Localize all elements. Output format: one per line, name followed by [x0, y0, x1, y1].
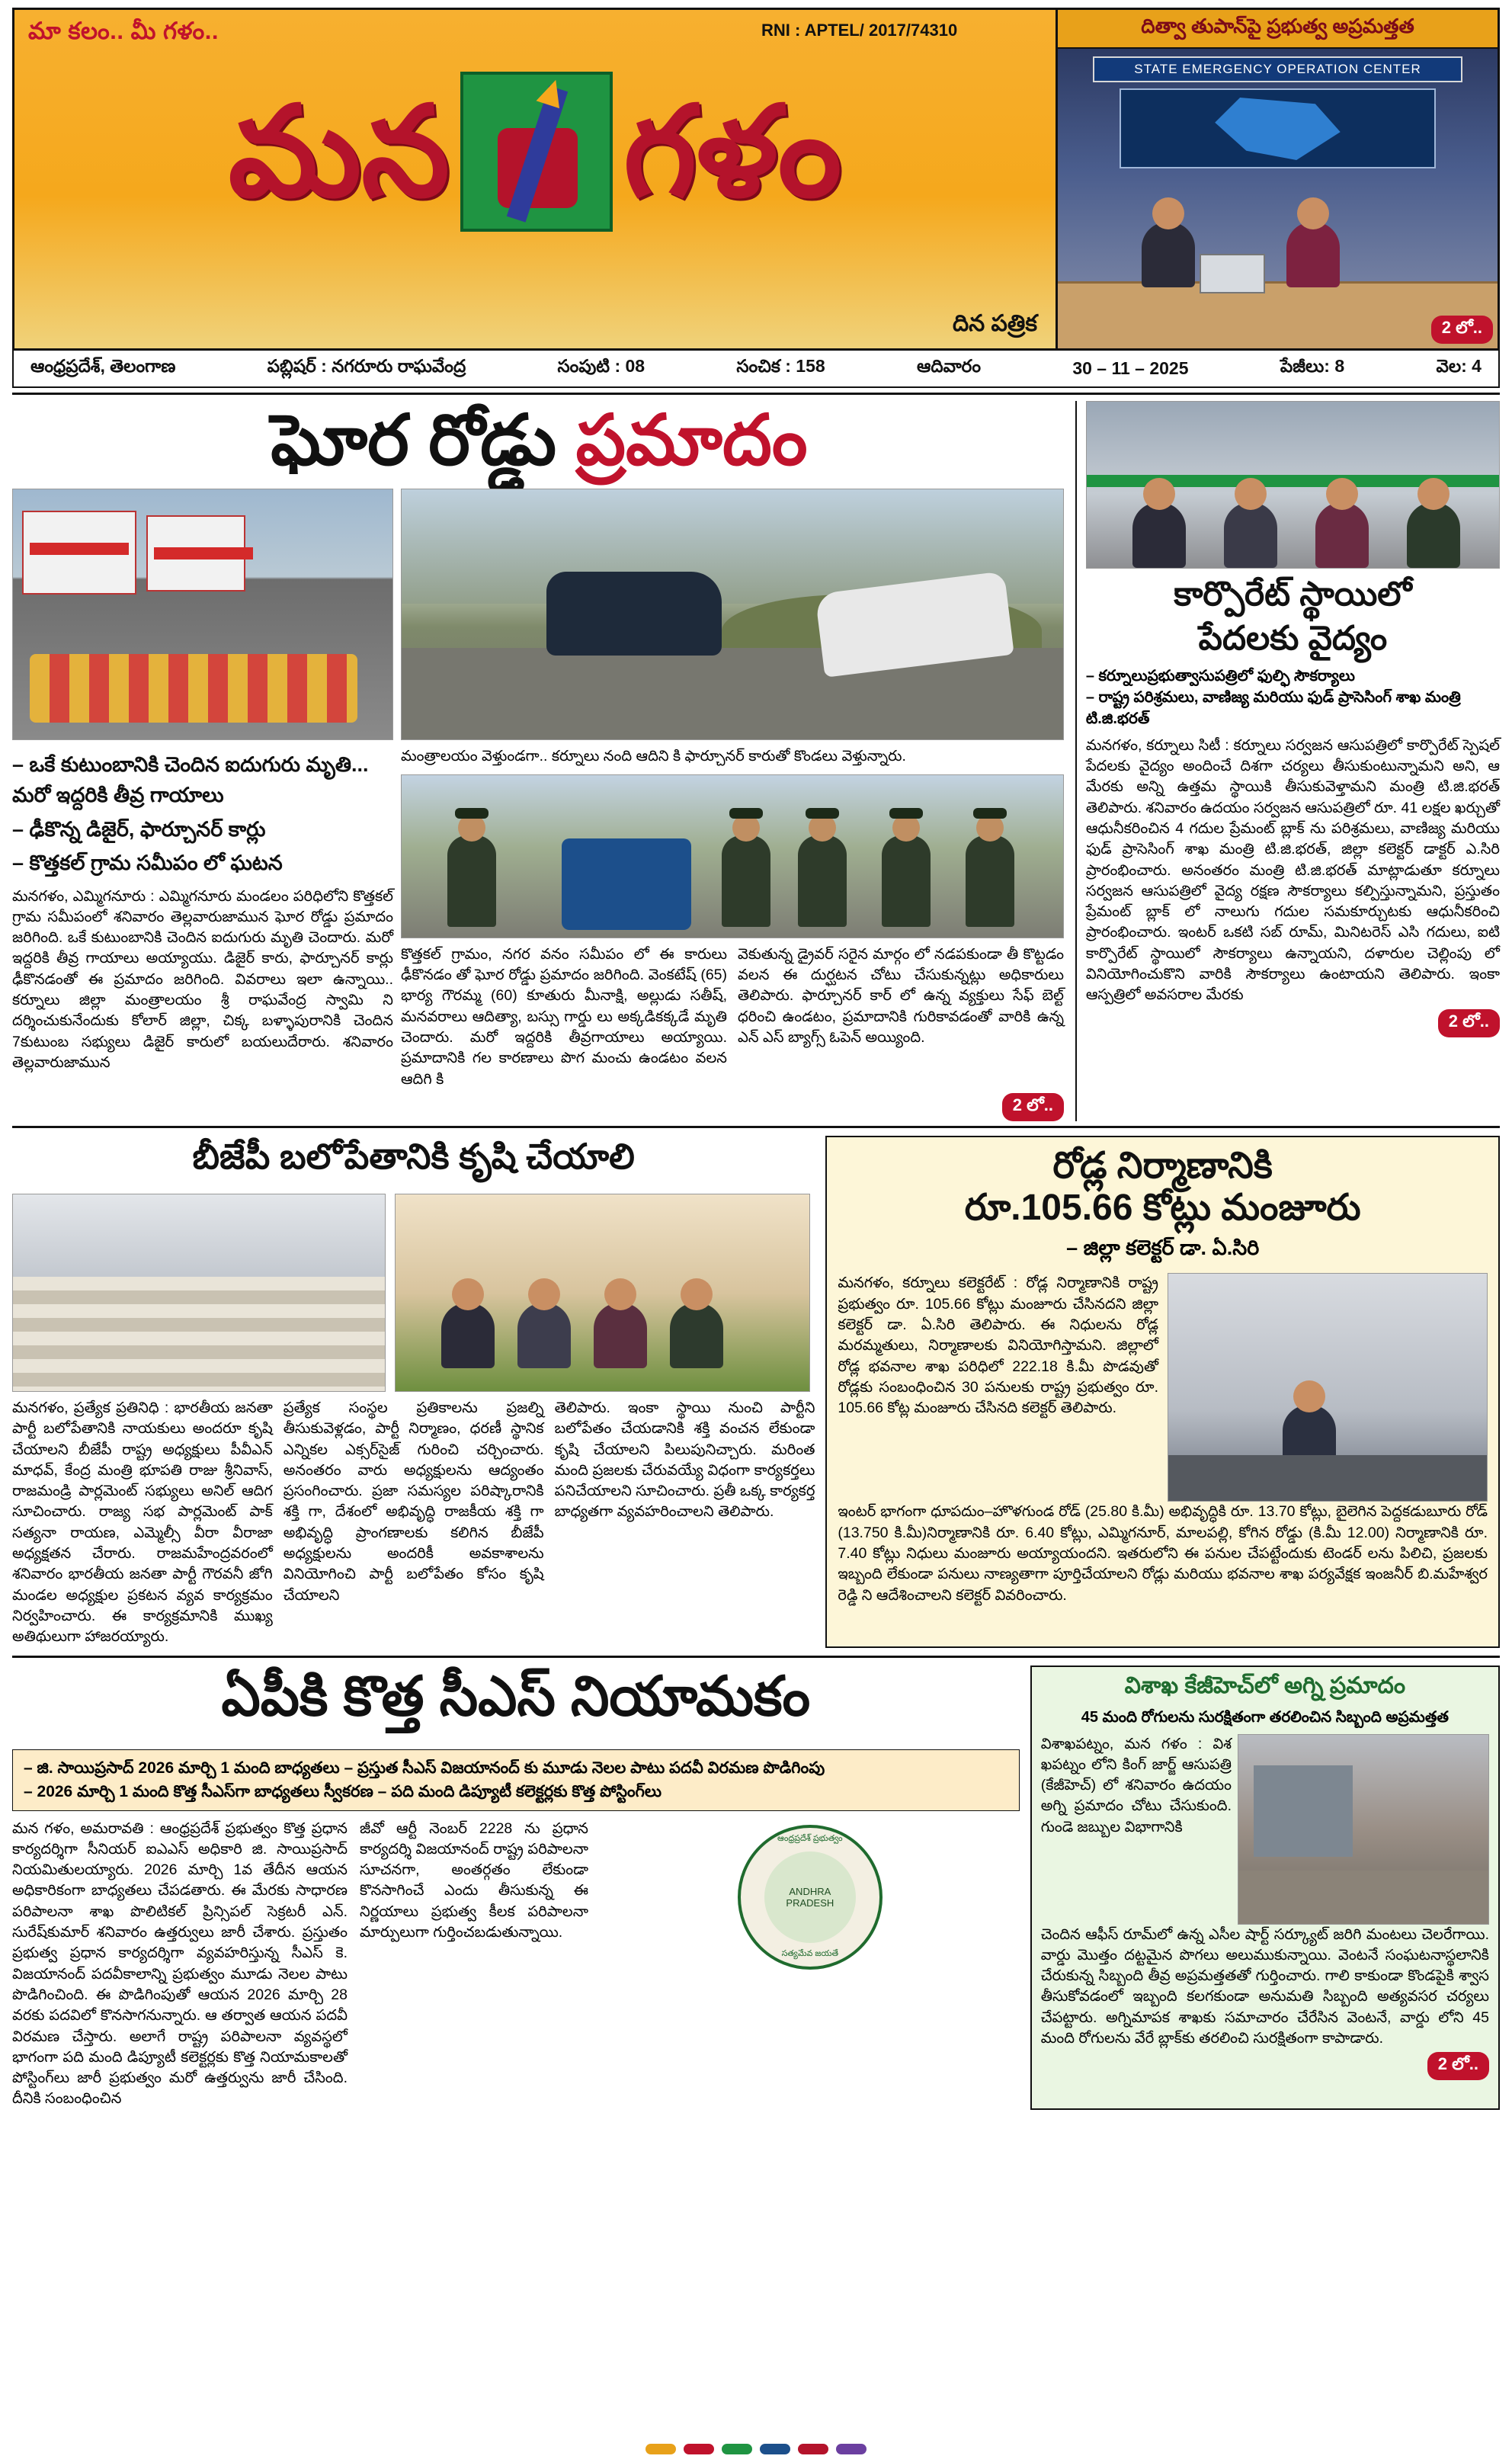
continued-badge: 2 లో..: [1002, 1093, 1064, 1121]
mic-table: [1168, 1455, 1487, 1501]
seal-bottom-text: సత్యమేవ జయతే: [781, 1948, 839, 1958]
ambulance-vehicle: [146, 515, 245, 592]
color-mark: [798, 2444, 828, 2454]
cs-bullet: – జి. సాయిప్రసాద్ 2026 మార్చి 1 మంది బాధ్యతలు – ప్రస్తుత సీఎస్ విజయానంద్ కు మూడు నెలల పాటు పదవీ విరమణ పొడిగింపు: [24, 1758, 825, 1777]
fire-body-col2: చెందిన ఆఫీస్ రూమ్‌లో ఉన్న ఎసీల షార్ట్ సర్క్యూట్ జరిగి మంటలు చెలరేగాయి. వార్డు మొత్తం దట్టమైన పొగలు అలుముకున్నాయి. వెంటనే సంఘటనాస్థలానికి చేరుకున్న సిబ్బంది తీవ్ర అప్రమత్తతతో గుర్తించారు. గాలి కాకుండా కొండపైకి శ్వాస తీసుకోవడంలో ఇబ్బంది కలగకుండా అనుమతి సిబ్బంది అత్యవసర చర్యలు చేపట్టారు. అగ్నిమాపక శాఖకు సమాచారం చేరేసిన వెంటనే, వార్డు లోని 45 మంది రోగులను వేరే బ్లాక్‌కు తరలించి సురక్షితంగా కాపాడారు.: [1040, 1925, 1489, 2047]
logo-word-right: గళం: [623, 81, 842, 222]
second-band: [12, 1136, 1500, 1648]
police-officer: [966, 835, 1014, 927]
right-story-headline1: కార్పొరేట్ స్థాయిలో: [1174, 575, 1412, 613]
seoc-screen: [1120, 88, 1436, 168]
kgh-fire-story: [1030, 1666, 1500, 2110]
continued-badge: 2 లో..: [1431, 316, 1493, 344]
right-story-bullets: [1086, 665, 1500, 729]
bjp-body-col3: తెలిపారు. ఇంకా స్థాయి నుంచి పార్టీని బలోపేతం చేయడానికి శక్తి వంచన లేకుండా కృషి చేయాలని పిలుపునిచ్చారు. మరింత మంది ప్రజలకు చేరువయ్యే విధంగా కార్యకర్తలు పనిచేయాలని సూచించారు. ప్రతీ ఒక్క కార్యకర్త బాధ్యతగా వ్యవహరించాలని తెలిపారు.: [554, 1399, 815, 1521]
color-mark: [836, 2444, 867, 2454]
lead-headline-part2: ప్రమాదం: [575, 402, 808, 479]
ground: [1238, 1871, 1488, 1924]
info-issue: సంచిక : 158: [736, 356, 825, 376]
lead-story: [12, 401, 1066, 1121]
photo-hospital-inauguration: [1086, 401, 1500, 569]
photo-stage-event: [395, 1194, 810, 1392]
dark-suv-vehicle: [546, 572, 722, 656]
bjp-body-col1: మనగళం, ప్రత్యేక ప్రతినిధి : భారతీయ జనతా పార్టీ బలోపేతానికి నాయకులు అందరూ కృషి చేయాలని బీజేపీ రాష్ట్ర అధ్యక్షులు పీవీఎన్ మాధవ్, కేంద్ర మంత్రి భూపతి రాజు శ్రీనివాస్, రాజమండ్రి పార్లమెంట్ సభ్యులు అనిల్ ఆదిగ సూచించారు. రాజ్య సభ పార్లమెంట్ పాక్ సత్యనా రాయణ, ఎమ్మెల్సీ వీరా వీరాజా అధ్యక్షతన చేరారు. రాజమహేంద్రవరంలో శనివారం భారతీయ జనతా పార్టీ గౌరవనీ జోగి మండల అధ్యక్షుల ప్రకటన వ్యవ కార్యక్రమం నిర్వహించారు. ఈ కార్యక్రమానికి ముఖ్య అతిథులుగా హాజరయ్యారు.: [12, 1399, 273, 1646]
covered-bodies: [30, 654, 357, 723]
lead-body-col2: కొత్తకల్ గ్రామం, నగర వనం సమీపం లో ఈ కారులు ఢీకొనడం తో ఘోర రోడ్డు ప్రమాదం జరిగింది. వెంకటేష్ (65) భార్య గౌరమ్మ (60) కూతురు మీనాక్షి, అల్లుడు సతీష్, మనవరాలు ఆదిత్యా, బస్సు గార్డు లు అక్కడికక్కడే మృతి చెందారు. మరో ఇద్దరికి తీవ్రగాయాలు అయ్యాయి. ప్రమాదానికి గల కారణాలు పొగ మంచు ఉండటం వలన ఆదిగి కి: [401, 945, 727, 1088]
ap-government-seal-icon: [738, 1825, 883, 1970]
info-day: ఆదివారం: [916, 356, 981, 376]
photo-meeting-hall: [12, 1194, 386, 1392]
color-mark: [722, 2444, 752, 2454]
photo-police-investigation: [401, 774, 1064, 938]
police-officer: [447, 835, 496, 927]
seoc-photo: [1058, 49, 1498, 348]
audience-seats: [13, 1277, 385, 1391]
info-bar: [12, 351, 1500, 388]
roads-headline2: రూ.105.66 కోట్లు మంజూరు: [964, 1188, 1361, 1229]
police-officer: [722, 835, 770, 927]
police-officer: [798, 835, 847, 927]
photo-crash-site: [401, 489, 1064, 740]
right-story-headline2: పేదలకు వైద్యం: [1198, 620, 1388, 658]
photo-ambulance-scene: [12, 489, 393, 740]
lead-headline: [12, 404, 1066, 478]
bjp-body-col2: ప్రత్యేక సంస్థల ప్రతికాలను ప్రజల్ని తీసుకువెళ్లడం, పార్టీ నిర్మాణం, ధరణీ స్థానిక ఎన్నికల ఎక్సర్‌సైజ్ గురించి చర్చించారు. అనంతరం వారు అధ్యక్షులను ఆద్యంతం ప్రసంగించారు. ప్రజా సమస్యల పరిష్కారానికి శక్తి గా, దేశంలో అభివృద్ధి రాజకీయ శక్తి గా అభివృద్ధి ప్రాంగణాలకు కలిగిన బీజేపీ అధ్యక్షులను అందరికీ అవకాశాలను వినియోగించి పార్టీ బలోపేతం కోసం కృషి చేయాలని: [283, 1399, 544, 1604]
person-figure: [670, 1303, 723, 1368]
seoc-desk: [1058, 281, 1498, 348]
police-vehicle: [562, 838, 691, 930]
seal-top-text: ఆంధ్రప్రదేశ్ ప్రభుత్వం: [777, 1833, 843, 1843]
right-story-body: మనగళం, కర్నూలు సిటీ : కర్నూలు సర్వజన ఆసుపత్రిలో కార్పొరేట్ స్పెషల్ పేదలకు వైద్యం అందించే దిశగా చర్యలు తీసుకుంటున్నామని అని, ఆ మేరకు అన్ని ఉత్తమ స్థాయికి తీసుకువెళ్తామని మంత్రి టి.జి.భరత్ తెలిపారు. శనివారం ఉదయం సర్వజన ఆసుపత్రిలో రూ. 41 లక్షల ఖర్చుతో ఆధునీకరించిన 4 గదుల ప్రేమంట్ బ్లాక్ ను పరిశ్రమలు, వాణిజ్య మరియు ఫుడ్ ప్రాసెసింగ్ శాఖ మంత్రి టి.జి.భరత్, జిల్లా కలెక్టర్ డాక్టర్ ఎ.సిరి ప్రారంభించారు. అనంతరం మంత్రి టి.జి.భరత్ మాట్లాడుతూ కర్నూలు సర్వజన ఆసుపత్రిలో వైద్య రక్షణ సౌకర్యాలు కల్పిస్తున్నామని, ప్రస్తుతం ప్రేమంట్ బ్లాక్ లో నాలుగు గదుల సమకూర్చుటకు ఆధునీకరించి ప్రారంభించారు. ఇంటర్ ఒకటి సబ్ రూమ్, మినిటరెస్ ఎసి గదులు, ఐటి కార్పొరేట్ స్థాయిలో సౌకర్యాలు ఉన్నాయని, దళారుల చెల్లింపు లో వినియోగించుకొని వారికి సౌకర్యాలు ఉంటాయని తెలిపారు. ఇంకా ఆస్పత్రిలో అవసరాల మేరకు: [1085, 736, 1500, 1004]
right-story-bullet: – రాష్ట్ర పరిశ్రమలు, వాణిజ్య మరియు ఫుడ్ ప్రాసెసింగ్ శాఖ మంత్రి టి.జి.భరత్: [1085, 688, 1461, 727]
lead-bullet: – ఒకే కుటుంబానికి చెందిన ఐదుగురు మృతి... మరో ఇద్దరికి తీవ్ర గాయాలు: [12, 752, 369, 807]
info-price: వెల: 4: [1436, 356, 1482, 376]
lead-body-col3: వెకుతున్న డ్రైవర్ సరైన మార్గం లో నడపకుండా తీ కొట్టడం వలన ఈ దుర్ఘటన చోటు చేసుకున్నట్లు అధికారులు తెలిపారు. ఫార్చూనర్ కార్ లో ఉన్న వ్యక్తులు సేఫ్ బెల్ట్ ధరించి ఉండటం, ప్రమాదానికి గురికావడంతో వారికి ఉన్న ఎన్ ఎస్ బ్యాగ్స్ ఓపెన్ అయ్యింది.: [738, 945, 1064, 1047]
lead-bullets: [12, 749, 393, 879]
cs-headline: ఏపీకి కొత్త సీఎస్ నియామకం: [221, 1666, 811, 1727]
person-figure: [1142, 222, 1195, 287]
roads-body-col2: ఇంటర్ భాగంగా ధూపదుం–హొళగుండ రోడ్ (25.80 కి.మీ) అభివృద్ధికి రూ. 13.70 కోట్లు, బైలెగిన పెద్దకడుబూరు రోడ్ (13.750 కి.మీ)నిర్మాణానికి రూ. 6.40 కోట్లు, ఎమ్మిగనూర్, మాలపల్లి, కోగిన రోడ్డు (కి.మీ 12.00) నిర్మాణానికి రూ. 7.40 కోట్లు నిధులు మంజూరు అయ్యాయందని. ఇతరులోని ఈ పనుల చేపట్టేందుకు టెండర్ లను పిలిచి, ప్రజలకు ఇబ్బంది లేకుండా పనులు నాణ్యతాగా పూర్తిచేయాలని రోడ్లు మరియు భవనాల శాఖ పర్యవేక్షక ఇంజనీర్ బి.మహేశ్వర రెడ్డి ని ఆదేశించాలని కలెక్టర్ వివరించారు.: [838, 1503, 1488, 1604]
person-figure: [1132, 502, 1186, 568]
fire-subhead: 45 మంది రోగులను సురక్షితంగా తరలించిన సిబ్బంది అప్రమత్తత: [1081, 1708, 1449, 1726]
bjp-body-columns: [12, 1398, 815, 1648]
divider: [12, 1126, 1500, 1128]
color-mark: [760, 2444, 790, 2454]
continued-badge: 2 లో..: [1438, 1009, 1500, 1037]
cs-body-col1: మన గళం, అమరావతి : ఆంధ్రప్రదేశ్ ప్రభుత్వం కొత్త ప్రధాన కార్యదర్శిగా సీనియర్ ఐఎఎస్ అధికారి జి. సాయిప్రసాద్ నియమితులయ్యారు. 2026 మార్చి 1వ తేదీన ఆయన అధికారికంగా బాధ్యతలు చేపడతారు. ఈ మేరకు సాధారణ పరిపాలనా శాఖ పొలిటికల్ ప్రిన్సిపల్ సెక్రటరీ ఎన్. సురేష్‌కుమార్ శనివారం ఉత్తర్వులు జారీ చేశారు. ప్రస్తుతం ప్రభుత్వ ప్రధాన కార్యదర్శిగా వ్యవహరిస్తున్న సీఎస్ కె. విజయానంద్ పదవీకాలాన్ని ప్రభుత్వం మూడు నెలల పాటు పొడిగించింది. ఈ పొడిగింపుతో ఆయన 2026 మార్చి 28 వరకు పదవిలో కొనసాగనున్నారు. ఆ తర్వాత ఆయన పదవీ విరమణ చేస్తారు. అలాగే రాష్ట్ర పరిపాలనా వ్యవస్థలో భాగంగా పది మంది డిప్యూటీ కలెక్టర్లకు కొత్త నియామకాలతో పోస్టింగ్‌లు జారీ ప్రభుత్వం మరో ఉత్తర్వును జారీ చేసింది. దీనికి సంబంధించిన: [12, 1819, 348, 2108]
cs-body-col2: జీవో ఆర్టీ నెంబర్ 2228 ను ప్రధాన కార్యదర్శి విజయానంద్ రాష్ట్ర పరిపాలనా సూచనగా, అంతర్గతం లేకుండా కొనసాగించే ఎందు తీసుకున్న ఈ నిర్ణయాలు ప్రభుత్వ కీలక పరిపాలనా మార్పులుగా గుర్తించబడుతున్నాయి.: [360, 1819, 588, 1941]
lead-body-col1: మనగళం, ఎమ్మిగనూరు : ఎమ్మిగనూరు మండలం పరిధిలోని కొత్తకల్ గ్రామ సమీపంలో శనివారం తెల్లవారుజామున ఘోర రోడ్డు ప్రమాదం జరిగింది. ఒకే కుటుంబానికి చెందిన ఐదుగురు మృతి చెందారు. మరో ఇద్దరికి తీవ్ర గాయాలు అయ్యాయు. డిజైర్ కారు, ఫార్చూనర్ కార్లు ఢీకొనడంతో ఈ ప్రమాదం జరిగింది. వివరాలు ఇలా ఉన్నాయి.. కర్నూలు జిల్లా మంత్రాలయం శ్రీ రాఘవేంద్ర స్వామి ని దర్శించుకునేందుకు కోలార్ జిల్లా, చిక్క బళ్ళాపురానికి చెందిన 7కుటుంబ సభ్యులు డిజైర్ కారులో బయలుదేరారు. శనివారం తెల్లవారుజామున: [12, 887, 393, 1071]
info-volume: సంపుటి : 08: [557, 356, 645, 376]
color-mark: [684, 2444, 714, 2454]
continued-badge: 2 లో..: [1427, 2052, 1489, 2080]
color-registration-marks: [0, 2444, 1512, 2454]
color-mark: [645, 2444, 676, 2454]
info-region: ఆంధ్రప్రదేశ్, తెలంగాణ: [30, 356, 176, 376]
new-cs-story: [12, 1666, 1020, 2110]
bjp-story: [12, 1136, 815, 1648]
ambulance-vehicle: [22, 511, 136, 595]
masthead-subtitle: దిన పత్రిక: [952, 311, 1037, 336]
roads-body-col1: మనగళం, కర్నూలు కలెక్టరేట్ : రోడ్ల నిర్మాణానికి రాష్ట్ర ప్రభుత్వం రూ. 105.66 కోట్లు మంజూరు చేసినదని జిల్లా కలెక్టర్ డా. ఏ.సిరి తెలిపారు. ఈ నిధులను రోడ్ల మరమ్మతులు, నిర్మాణాలకు వినియోగిస్తామని. జిల్లాలో రోడ్ల భవనాల శాఖ పరిధిలో 222.18 కి.మీ పొడవుతో రోడ్లకు సంబంధించిన 30 పనులకు రాష్ట్ర ప్రభుత్వం రూ. 105.66 కోట్ల మంజూరు చేసినది కలెక్టర్ తెలిపారు.: [838, 1274, 1158, 1417]
info-pages: పేజీలు: 8: [1280, 356, 1345, 376]
photo-hospital-fire: [1238, 1734, 1489, 1925]
police-officer: [882, 835, 931, 927]
person-figure: [594, 1303, 647, 1368]
info-date: 30 – 11 – 2025: [1072, 358, 1189, 378]
rni-number: RNI : APTEL/ 2017/74310: [761, 21, 958, 40]
fire-body-col1: విశాఖపట్నం, మన గళం : విశ ఖపట్నం లోని కింగ్ జార్జ్ ఆసుపత్రి (కేజీహెచ్) లో శనివారం ఉదయం అగ్ని ప్రమాదం చోటు చేసుకుంది. గుండె జబ్బుల విభాగానికి: [1040, 1735, 1232, 1835]
cs-bullet: – 2026 మార్చి 1 మంది కొత్త సీఎస్‌గా బాధ్యతలు స్వీకరణ – పది మంది డిప్యూటీ కలెక్టర్లకు కొత్త పోస్టింగ్‌లు: [24, 1783, 662, 1801]
roads-funding-story: [825, 1136, 1500, 1648]
lead-photo-caption: మంత్రాలయం వెళ్తుండగా.. కర్నూలు నంది ఆదిని కి ఫార్చూనర్ కారుతో కొండలు వెళ్తున్నారు.: [401, 747, 906, 765]
masthead-tagline: మా కలం.. మీ గళం..: [28, 18, 219, 44]
divider: [12, 393, 1500, 395]
masthead-side-story: [1056, 10, 1498, 348]
masthead-left: [14, 10, 1056, 348]
person-figure: [517, 1303, 571, 1368]
person-figure: [1286, 222, 1340, 287]
roads-subhead: – జిల్లా కలెక్టర్ డా. ఏ.సిరి: [1066, 1236, 1260, 1260]
lead-body-columns: [401, 944, 1064, 1090]
person-figure: [1224, 502, 1277, 568]
ap-map-graphic: [1215, 98, 1341, 160]
fist-pen-emblem-icon: [460, 72, 613, 232]
masthead-logo: [28, 56, 1042, 247]
lead-bullet: – ఢీకొన్న డిజైర్, ఫార్చూనర్ కార్లు: [12, 817, 266, 841]
lead-photos: [12, 489, 1066, 740]
third-band: [12, 1656, 1500, 2110]
right-column-story: [1075, 401, 1500, 1121]
road-surface: [402, 648, 1063, 739]
top-section: [12, 401, 1500, 1121]
masthead: [12, 8, 1500, 351]
seal-center-text: ANDHRA PRADESH: [764, 1851, 856, 1943]
roads-headline1: రోడ్ల నిర్మాణానికి: [1052, 1145, 1273, 1186]
laptop-icon: [1200, 254, 1265, 293]
building-wall: [1254, 1765, 1353, 1857]
person-figure: [1315, 502, 1369, 568]
cs-bullets-box: [12, 1749, 1020, 1811]
info-publisher: పబ్లిషర్ : నగరూరు రాఘవేంద్ర: [267, 356, 466, 376]
person-figure: [441, 1303, 495, 1368]
lead-headline-part1: ఘోర రోడ్డు: [271, 402, 576, 479]
logo-word-left: మన: [228, 81, 450, 222]
seoc-banner-text: STATE EMERGENCY OPERATION CENTER: [1093, 56, 1462, 82]
bjp-headline: బీజేపీ బలోపేతానికి కృషి చేయాలి: [192, 1136, 635, 1176]
fire-headline: విశాఖ కేజీహెచ్‌లో అగ్ని ప్రమాదం: [1124, 1672, 1406, 1698]
lead-bullet: – కొత్తకల్ గ్రామ సమీపం లో ఘటన: [12, 851, 283, 875]
side-story-headline: దిత్వా తుపాన్‌పై ప్రభుత్వ అప్రమత్తత: [1058, 10, 1498, 49]
right-story-bullet: – కర్నూలుప్రభుత్వాసుపత్రిలో ఫుల్ఫి సౌకర్యాలు: [1085, 667, 1355, 684]
person-figure: [1407, 502, 1460, 568]
photo-press-conference: [1168, 1273, 1488, 1502]
